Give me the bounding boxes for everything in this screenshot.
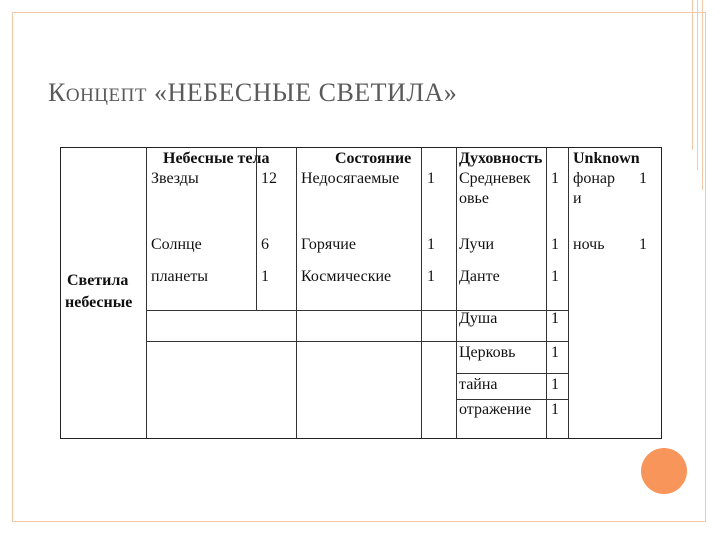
- table-cell: овье: [459, 190, 489, 207]
- table-cell: 1: [427, 268, 435, 285]
- table-cell: ночь: [573, 236, 605, 253]
- table-cell: Звезды: [151, 170, 199, 187]
- table-cell: 1: [551, 376, 559, 393]
- grid-line: [456, 373, 568, 374]
- slide-title: КОНЦЕПТ «НЕБЕСНЫЕ СВЕТИЛА»: [48, 78, 458, 107]
- header-state: Состояние: [335, 150, 412, 167]
- table-cell: 1: [551, 344, 559, 361]
- row-label: Светила: [67, 272, 129, 289]
- table-cell: Солнце: [151, 236, 202, 253]
- header-unknown: Unknown: [573, 150, 640, 167]
- header-spirituality: Духовность: [459, 150, 543, 167]
- grid-line: [568, 148, 569, 438]
- grid-line: [256, 148, 257, 310]
- row-label: небесные: [65, 294, 133, 311]
- table-cell: Данте: [459, 268, 500, 285]
- decor-line: [697, 0, 698, 170]
- table-cell: 6: [261, 236, 269, 253]
- table-cell: тайна: [459, 376, 498, 393]
- decor-line: [702, 0, 703, 190]
- table-cell: 1: [639, 236, 647, 253]
- grid-line: [146, 341, 568, 342]
- table-cell: 1: [639, 170, 647, 187]
- table-cell: 1: [261, 268, 269, 285]
- table-cell: 1: [551, 401, 559, 418]
- decor-circle: [641, 448, 687, 494]
- table-cell: 12: [261, 170, 277, 187]
- table-cell: Душа: [459, 310, 498, 327]
- header-celestial-bodies: Небесные тела: [163, 150, 270, 167]
- table-cell: и: [573, 190, 582, 207]
- grid-line: [296, 148, 297, 438]
- table-cell: Недосягаемые: [301, 170, 400, 187]
- grid-line: [146, 148, 147, 438]
- table-cell: отражение: [459, 401, 532, 418]
- table-cell: 1: [551, 268, 559, 285]
- grid-line: [546, 148, 547, 438]
- grid-line: [456, 148, 457, 438]
- table-cell: 1: [551, 310, 559, 327]
- table-cell: 1: [427, 170, 435, 187]
- grid-line: [146, 310, 568, 311]
- table-cell: Церковь: [459, 344, 516, 361]
- table-cell: фонар: [573, 170, 616, 187]
- table-cell: Лучи: [459, 236, 495, 253]
- table-cell: планеты: [151, 268, 209, 285]
- table-cell: Средневек: [459, 170, 531, 187]
- table-cell: Космические: [301, 268, 392, 285]
- grid-line: [421, 148, 422, 438]
- concept-table: [60, 147, 662, 439]
- grid-line: [456, 399, 568, 400]
- table-cell: 1: [427, 236, 435, 253]
- table-cell: 1: [551, 170, 559, 187]
- table-cell: Горячие: [301, 236, 356, 253]
- decor-line: [692, 0, 693, 150]
- table-cell: 1: [551, 236, 559, 253]
